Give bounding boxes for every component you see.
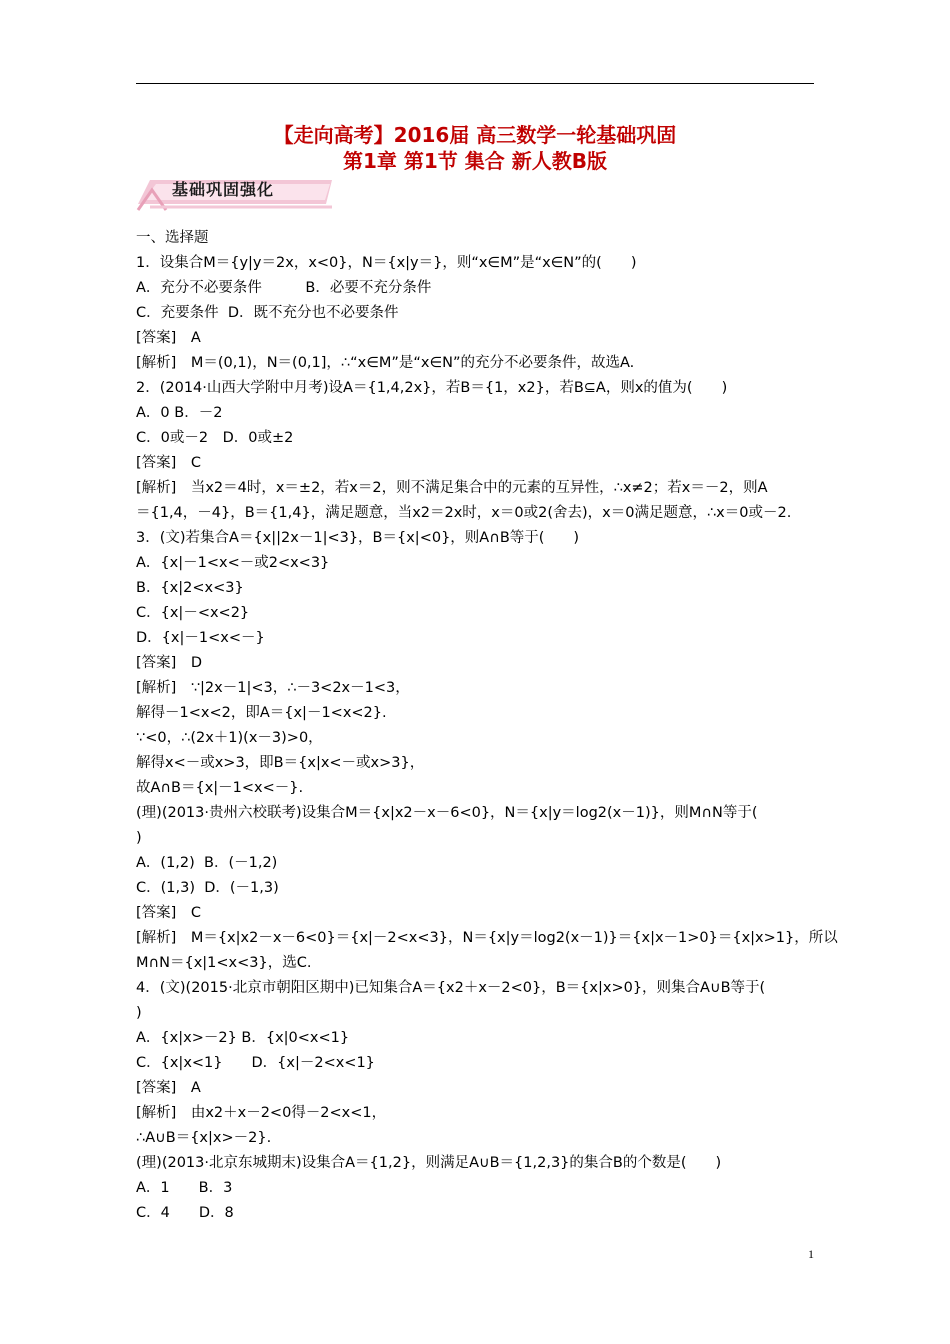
q3-answer: [答案] D <box>136 655 202 671</box>
page-number: 1 <box>808 1247 814 1261</box>
question-3-wen: 3．(文)若集合A＝{x||2x－1|<3}，B＝{x|<0}，则A∩B等于( ) <box>136 530 580 546</box>
question-1: 1．设集合M＝{y|y＝2x，x<0}，N＝{x|y＝}，则“x∈M”是“x∈N”的( ) <box>136 255 637 271</box>
q3-option-b: B．{x|2<x<3} <box>136 580 244 596</box>
q4-analysis-line2: ∴A∪B＝{x|x>－2}. <box>136 1130 272 1146</box>
q3-option-d: D．{x|－1<x<－} <box>136 630 265 646</box>
q4li-options-cd: C．4 D．8 <box>136 1205 234 1221</box>
q3li-analysis-line1: [解析] M＝{x|x2－x－6<0}＝{x|－2<x<3}，N＝{x|y＝log2(x－1)}＝{x|x－1>0}＝{x|x>1}，所以 <box>136 930 838 946</box>
q3li-options-cd: C．(1,3) D．(－1,3) <box>136 880 279 896</box>
q3-option-a: A．{x|－1<x<－或2<x<3} <box>136 555 330 571</box>
document-body <box>136 226 838 1226</box>
q3-analysis-line1: [解析] ∵|2x－1|<3，∴－3<2x－1<3， <box>136 680 410 696</box>
question-2: 2．(2014·山西大学附中月考)设A＝{1,4,2x}，若B＝{1，x2}，若B⊆A，则x的值为( ) <box>136 380 728 396</box>
q4-answer: [答案] A <box>136 1080 201 1096</box>
q2-analysis-line1: [解析] 当x2＝4时，x＝±2，若x＝2，则不满足集合中的元素的互异性，∴x≠2；若x＝－2，则A <box>136 480 768 496</box>
q3li-options-ab: A．(1,2) B．(－1,2) <box>136 855 278 871</box>
document-title-line1: 【走向高考】2016届 高三数学一轮基础巩固 <box>273 123 677 147</box>
question-4-wen-cont: ) <box>136 1005 142 1021</box>
q1-analysis: [解析] M＝(0,1)，N＝(0,1]，∴“x∈M”是“x∈N”的充分不必要条件，故选A. <box>136 355 635 371</box>
q3-analysis-line4: 解得x<－或x>3，即B＝{x|x<－或x>3}， <box>136 755 425 771</box>
section-banner <box>136 176 336 212</box>
question-3-li-cont: ) <box>136 830 142 846</box>
section-heading: 一、选择题 <box>136 230 209 246</box>
q3-analysis-line2: 解得－1<x<2，即A＝{x|－1<x<2}. <box>136 705 387 721</box>
q3-analysis-line5: 故A∩B＝{x|－1<x<－}. <box>136 780 304 796</box>
q2-options-ab: A．0 B．－2 <box>136 405 223 421</box>
q4-analysis-line1: [解析] 由x2＋x－2<0得－2<x<1， <box>136 1105 387 1121</box>
q3li-answer: [答案] C <box>136 905 201 921</box>
question-4-li: (理)(2013·北京东城期末)设集合A＝{1,2}，则满足A∪B＝{1,2,3}的集合B的个数是( ) <box>136 1155 722 1171</box>
question-3-li: (理)(2013·贵州六校联考)设集合M＝{x|x2－x－6<0}，N＝{x|y＝log2(x－1)}，则M∩N等于( <box>136 805 758 821</box>
q2-answer: [答案] C <box>136 455 201 471</box>
q2-options-cd: C．0或－2 D．0或±2 <box>136 430 294 446</box>
question-4-wen: 4．(文)(2015·北京市朝阳区期中)已知集合A＝{x2＋x－2<0}，B＝{x|x>0}，则集合A∪B等于( <box>136 980 766 996</box>
q2-analysis-line2: ＝{1,4，－4}，B＝{1,4}，满足题意，当x2＝2x时，x＝0或2(舍去)，x＝0满足题意，∴x＝0或－2. <box>136 505 792 521</box>
banner-label: 基础巩固强化 <box>172 180 275 199</box>
q4-options-cd: C．{x|x<1} D．{x|－2<x<1} <box>136 1055 375 1071</box>
header-rule <box>136 83 814 84</box>
document-title-line2: 第1章 第1节 集合 新人教B版 <box>343 149 607 173</box>
q4li-options-ab: A．1 B．3 <box>136 1180 233 1196</box>
q4-options-ab: A．{x|x>－2} B．{x|0<x<1} <box>136 1030 350 1046</box>
q3li-analysis-line2: M∩N＝{x|1<x<3}，选C. <box>136 955 312 971</box>
q1-options-ab: A．充分不必要条件 B．必要不充分条件 <box>136 280 432 296</box>
q3-option-c: C．{x|－<x<2} <box>136 605 250 621</box>
q1-options-cd: C．充要条件 D．既不充分也不必要条件 <box>136 305 399 321</box>
q3-analysis-line3: ∵<0，∴(2x＋1)(x－3)>0， <box>136 730 323 746</box>
q1-answer: [答案] A <box>136 330 201 346</box>
